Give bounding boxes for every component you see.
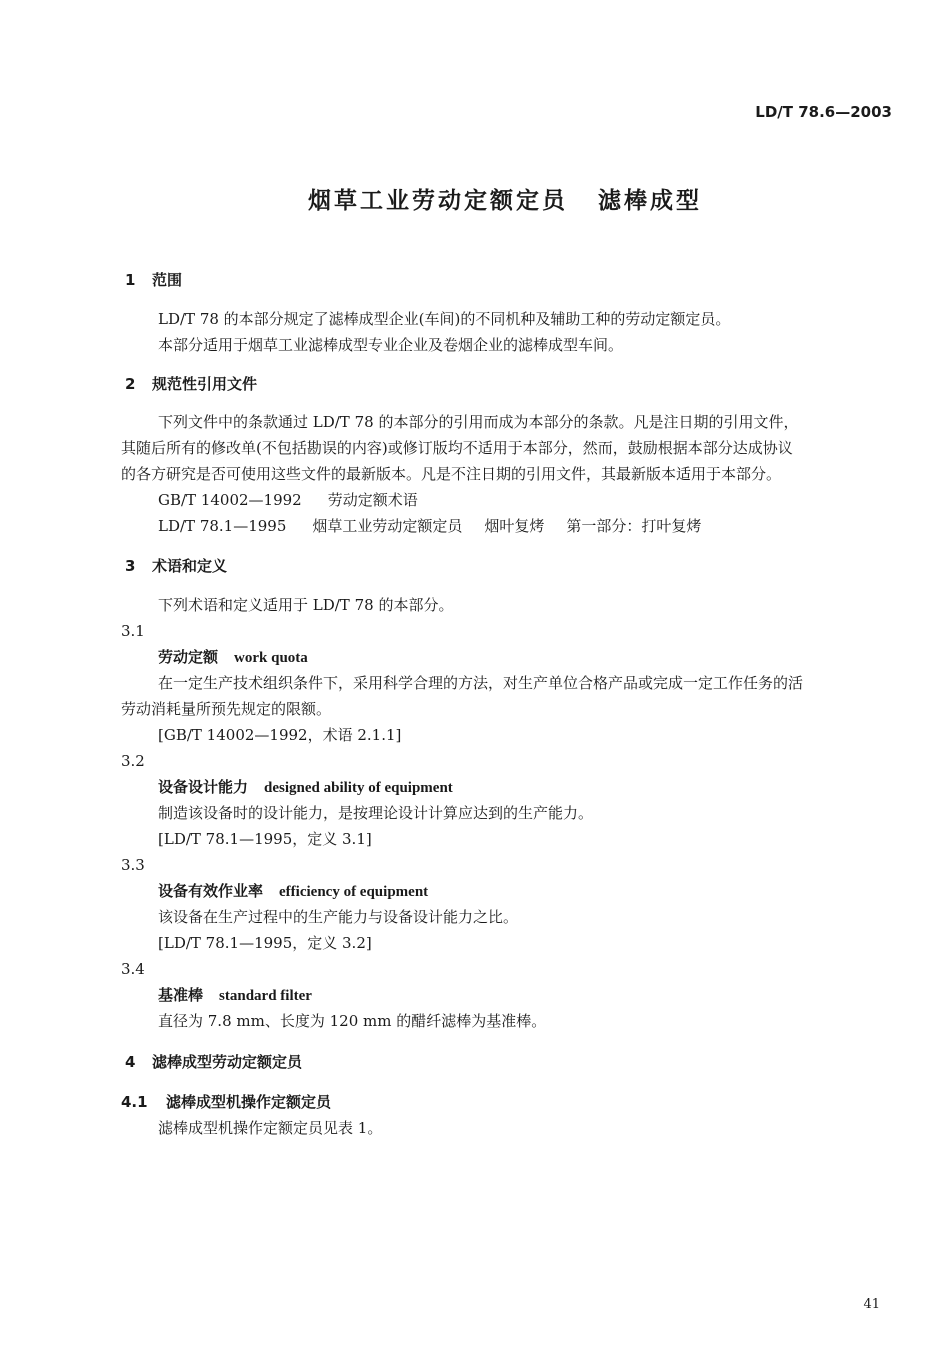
term-en: designed ability of equipment bbox=[264, 780, 453, 796]
section-3-heading: 术语和定义 bbox=[152, 557, 228, 575]
normative-reference bbox=[158, 518, 723, 535]
section-1-heading: 范围 bbox=[152, 271, 183, 289]
standard-code: LD/T 78.6—2003 bbox=[755, 103, 892, 121]
reference-title: 烟叶复烤 bbox=[484, 517, 545, 535]
term-zh: 劳动定额 bbox=[158, 648, 219, 666]
section-2-paragraph-line: 下列文件中的条款通过 LD/T 78 的本部分的引用而成为本部分的条款。凡是注日期的引用文件， bbox=[158, 413, 799, 431]
term-definition-line: 直径为 7.8 mm、长度为 120 mm 的醋纤滤棒为基准棒。 bbox=[158, 1012, 547, 1030]
term-en: work quota bbox=[234, 650, 308, 666]
term-zh: 基准棒 bbox=[158, 986, 204, 1004]
term-heading bbox=[158, 883, 428, 901]
term-heading bbox=[158, 987, 312, 1005]
section-2-paragraph-line: 的各方研究是否可使用这些文件的最新版本。凡是不注日期的引用文件，其最新版本适用于本部分。 bbox=[121, 465, 782, 483]
term-number: 3.1 bbox=[121, 622, 145, 640]
term-definition-line: 在一定生产技术组织条件下，采用科学合理的方法，对生产单位合格产品或完成一定工作任务的活 bbox=[158, 674, 804, 692]
term-zh: 设备设计能力 bbox=[158, 778, 249, 796]
reference-title: 第一部分：打叶复烤 bbox=[566, 517, 702, 535]
section-1-paragraph: 本部分适用于烟草工业滤棒成型专业企业及卷烟企业的滤棒成型车间。 bbox=[158, 336, 624, 354]
term-number: 3.3 bbox=[121, 856, 145, 874]
reference-code: GB/T 14002—1992 bbox=[158, 491, 302, 509]
term-zh: 设备有效作业率 bbox=[158, 882, 264, 900]
section-1-paragraph: LD/T 78 的本部分规定了滤棒成型企业(车间)的不同机种及辅助工种的劳动定额定员。 bbox=[158, 310, 731, 328]
section-4-number: 4 bbox=[125, 1053, 136, 1071]
page-number: 41 bbox=[863, 1297, 880, 1312]
term-heading bbox=[158, 779, 453, 797]
reference-title: 烟草工业劳动定额定员 bbox=[312, 517, 463, 535]
section-3-number: 3 bbox=[125, 557, 136, 575]
section-2-number: 2 bbox=[125, 375, 136, 393]
section-1-number: 1 bbox=[125, 271, 136, 289]
term-source: [GB/T 14002—1992，术语 2.1.1] bbox=[158, 726, 402, 744]
term-number: 3.4 bbox=[121, 960, 145, 978]
reference-title: 劳动定额术语 bbox=[327, 491, 418, 509]
reference-code: LD/T 78.1—1995 bbox=[158, 517, 287, 535]
term-source: [LD/T 78.1—1995，定义 3.2] bbox=[158, 934, 372, 952]
term-source: [LD/T 78.1—1995，定义 3.1] bbox=[158, 830, 372, 848]
section-2-heading: 规范性引用文件 bbox=[152, 375, 258, 393]
term-en: standard filter bbox=[219, 988, 312, 1004]
term-heading bbox=[158, 649, 308, 667]
term-number: 3.2 bbox=[121, 752, 145, 770]
term-definition-line: 劳动消耗量所预先规定的限额。 bbox=[121, 700, 332, 718]
normative-reference bbox=[158, 492, 440, 509]
section-4-heading: 滤棒成型劳动定额定员 bbox=[152, 1053, 303, 1071]
section-2-paragraph-line: 其随后所有的修改单(不包括勘误的内容)或修订版均不适用于本部分，然而，鼓励根据本部分达成协议 bbox=[121, 439, 793, 457]
term-en: efficiency of equipment bbox=[279, 884, 429, 900]
subsection-4-1-number: 4.1 bbox=[121, 1093, 148, 1111]
title-main: 烟草工业劳动定额定员 bbox=[308, 188, 568, 214]
title-sub: 滤棒成型 bbox=[598, 188, 702, 214]
term-definition-line: 制造该设备时的设计能力，是按理论设计计算应达到的生产能力。 bbox=[158, 804, 594, 822]
document-title bbox=[0, 188, 950, 214]
section-3-intro: 下列术语和定义适用于 LD/T 78 的本部分。 bbox=[158, 596, 454, 614]
subsection-4-1-heading: 滤棒成型机操作定额定员 bbox=[166, 1093, 332, 1111]
subsection-4-1-text: 滤棒成型机操作定额定员见表 1。 bbox=[158, 1119, 383, 1137]
term-definition-line: 该设备在生产过程中的生产能力与设备设计能力之比。 bbox=[158, 908, 519, 926]
